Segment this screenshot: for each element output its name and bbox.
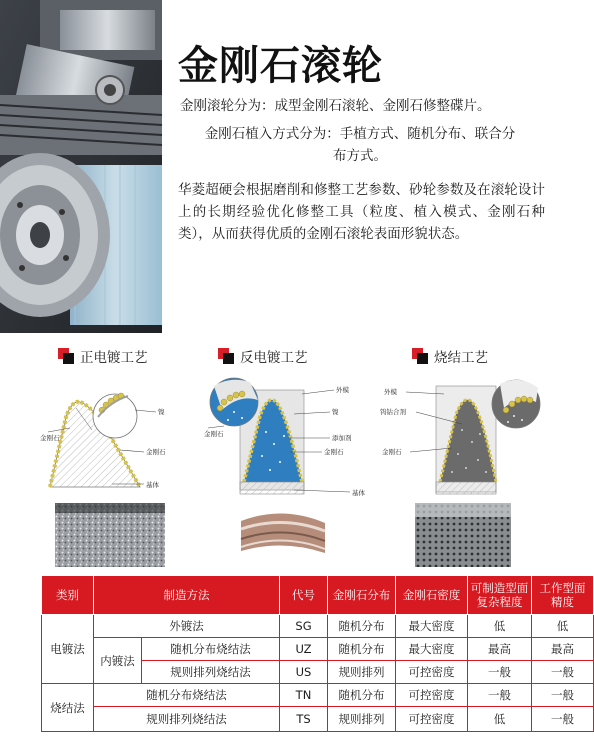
process-title-reverse-plating — [218, 346, 308, 366]
intro-methods-line2: 布方式。 — [333, 148, 387, 164]
table-row — [42, 638, 594, 661]
label-outer-mold: 外模 — [384, 388, 397, 396]
cell-precision: 一般 — [532, 661, 594, 684]
process-title-label: 正电镀工艺 — [80, 350, 148, 366]
spec-table — [41, 575, 594, 732]
cell-code: SG — [280, 615, 328, 638]
group-sintering: 烧结法 — [42, 684, 94, 732]
label-diamond: 金刚石 — [382, 448, 402, 456]
reverse-plating-sample-photo — [237, 503, 329, 567]
col-header-complexity: 可制造型面复杂程度 — [468, 576, 532, 615]
cell-precision: 一般 — [532, 684, 594, 707]
label-nickel: 镍 — [332, 408, 339, 416]
table-row — [42, 615, 594, 638]
label-additive: 添加剂 — [332, 434, 352, 442]
label-diamond-left: 金刚石 — [40, 434, 60, 442]
intro-types: 金刚滚轮分为：成型金刚石滚轮、金刚石修整碟片。 — [180, 98, 491, 114]
square-marker-icon — [218, 348, 234, 364]
cell-complexity: 最高 — [468, 638, 532, 661]
cell-method: 随机分布烧结法 — [94, 684, 280, 707]
col-header-method: 制造方法 — [94, 576, 280, 615]
cell-distribution: 随机分布 — [328, 615, 396, 638]
cell-precision: 低 — [532, 615, 594, 638]
process-title-label: 烧结工艺 — [434, 350, 488, 366]
cell-distribution: 随机分布 — [328, 684, 396, 707]
label-alloy: 钨钴合剂 — [380, 408, 406, 416]
cell-distribution: 随机分布 — [328, 638, 396, 661]
group-inner-plating: 内镀法 — [94, 638, 142, 684]
cell-method: 随机分布烧结法 — [142, 638, 280, 661]
col-header-distribution: 金刚石分布 — [328, 576, 396, 615]
label-outer-mold: 外模 — [336, 386, 349, 394]
cell-distribution: 规则排列 — [328, 707, 396, 732]
label-nickel: 镍 — [158, 408, 165, 416]
label-diamond-right: 金刚石 — [146, 448, 166, 456]
product-photo — [0, 0, 162, 333]
label-diamond: 金刚石 — [204, 430, 224, 438]
table-row — [42, 684, 594, 707]
group-electroplate: 电镀法 — [42, 615, 94, 684]
cell-code: US — [280, 661, 328, 684]
cell-distribution: 规则排列 — [328, 661, 396, 684]
forward-plating-diagram — [40, 372, 200, 500]
col-header-density: 金刚石密度 — [396, 576, 468, 615]
page-title: 金刚石滚轮 — [178, 43, 383, 89]
process-title-sintering — [412, 346, 488, 366]
process-title-forward-plating — [58, 346, 148, 366]
forward-plating-sample-photo — [55, 503, 165, 567]
cell-density: 可控密度 — [396, 661, 468, 684]
cell-code: UZ — [280, 638, 328, 661]
cell-complexity: 低 — [468, 707, 532, 732]
reverse-plating-diagram — [204, 372, 378, 500]
col-header-code: 代号 — [280, 576, 328, 615]
col-header-category: 类别 — [42, 576, 94, 615]
cell-density: 最大密度 — [396, 615, 468, 638]
intro-methods — [175, 123, 545, 167]
cell-method: 规则排列烧结法 — [142, 661, 280, 684]
cell-density: 最大密度 — [396, 638, 468, 661]
cell-method: 规则排列烧结法 — [94, 707, 280, 732]
table-row — [42, 707, 594, 732]
intro-methods-line1: 金刚石植入方式分为：手植方式、随机分布、联合分 — [204, 126, 516, 142]
col-header-precision: 工作型面精度 — [532, 576, 594, 615]
table-header-row — [42, 576, 594, 615]
cell-code: TS — [280, 707, 328, 732]
cell-complexity: 低 — [468, 615, 532, 638]
square-marker-icon — [58, 348, 74, 364]
cell-precision: 最高 — [532, 638, 594, 661]
sintering-sample-photo — [415, 503, 511, 567]
cell-method: 外镀法 — [94, 615, 280, 638]
cell-precision: 一般 — [532, 707, 594, 732]
process-title-label: 反电镀工艺 — [240, 350, 308, 366]
label-base: 基体 — [352, 489, 365, 497]
label-base: 基体 — [146, 481, 159, 489]
intro-description: 华菱超硬会根据磨削和修整工艺参数、砂轮参数及在滚轮设计上的长期经验优化修整工具（粒度、植入模式、金刚石种类），从而获得优质的金刚石滚轮表面形貌状态。 — [178, 182, 545, 242]
cell-code: TN — [280, 684, 328, 707]
cell-density: 可控密度 — [396, 684, 468, 707]
intro-text — [175, 95, 545, 245]
cell-complexity: 一般 — [468, 684, 532, 707]
cell-density: 可控密度 — [396, 707, 468, 732]
label-diamond-2: 金刚石 — [324, 448, 344, 456]
cell-complexity: 一般 — [468, 661, 532, 684]
square-marker-icon — [412, 348, 428, 364]
sintering-diagram — [380, 372, 550, 500]
